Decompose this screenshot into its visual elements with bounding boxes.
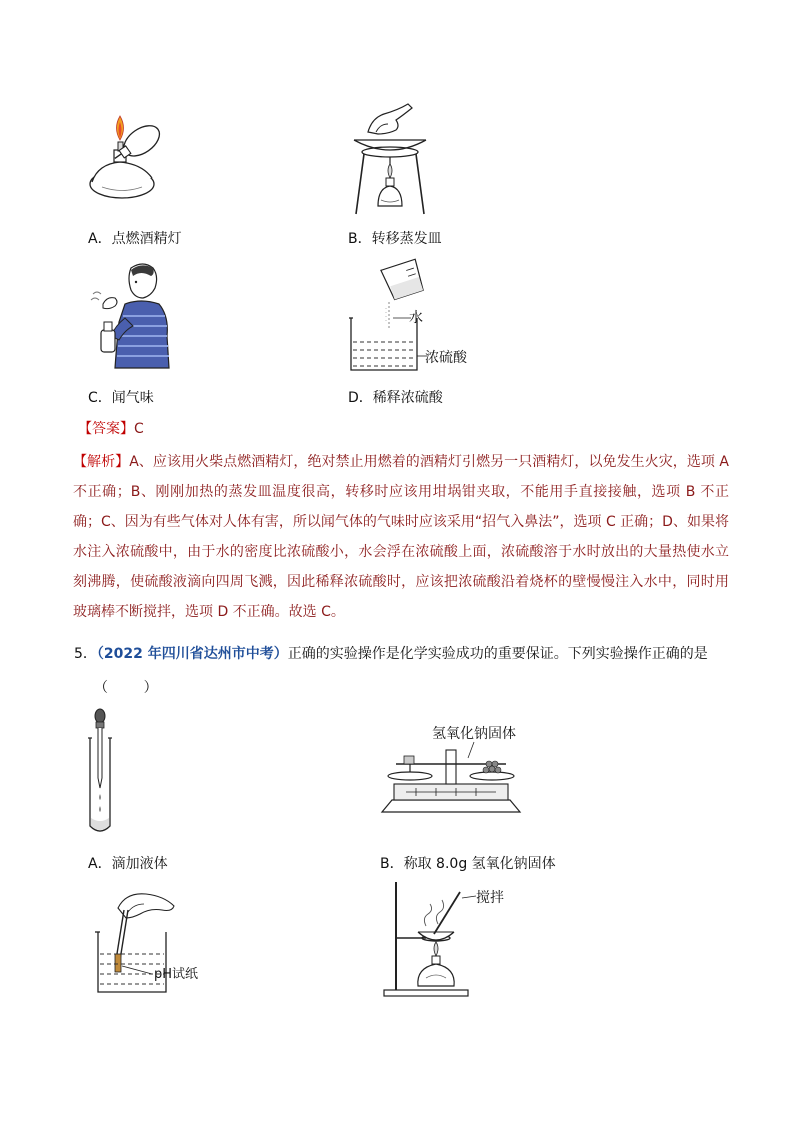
- figure-dilute-sulfuric-acid: [345, 258, 475, 378]
- figure-transfer-evaporating-dish: [350, 102, 430, 217]
- figure-light-alcohol-lamp: [80, 112, 180, 207]
- analysis-paragraph: [73, 447, 729, 627]
- label-stir: 搅拌: [476, 890, 504, 906]
- option-q5-b: B．称取 8.0g 氢氧化钠固体: [380, 856, 556, 872]
- answer-parentheses: （ ）: [94, 680, 158, 696]
- question-text: 正确的实验操作是化学实验成功的重要保证。下列实验操作正确的是: [287, 646, 708, 662]
- question-5-stem: [74, 639, 730, 669]
- analysis-text: A、应该用火柴点燃酒精灯，绝对禁止用燃着的酒精灯引燃另一只酒精灯，以免发生火灾，选项 A 不正确；B、刚刚加热的蒸发皿温度很高，转移时应该用坩埚钳夹取，不能用手直接接触，选项 B 不正确；C、因为有些气体对人体有害，所以闻气体的气味时应该采用“招气入鼻法”，选项 C 正确；D、如果将水注入浓硫酸中，由于水的密度比浓硫酸小，水会浮在浓硫酸上面，浓硫酸溶于水时放出的大量热使水立刻沸腾，使硫酸液滴向四周飞溅，因此稀释浓硫酸时，应该把浓硫酸沿着烧杯的壁慢慢注入水中，同时用玻璃棒不断搅拌，选项 D 不正确。故选 C。: [73, 454, 730, 620]
- figure-smell-gas: [85, 260, 185, 370]
- option-q4-c: C．闻气味: [88, 390, 154, 406]
- figure-drop-liquid: [82, 708, 118, 838]
- label-acid: 浓硫酸: [425, 350, 467, 366]
- option-q4-d: D．稀释浓硫酸: [348, 390, 443, 406]
- figure-ph-paper: [88, 888, 218, 1000]
- answer-line: [78, 418, 144, 438]
- analysis-tag: 【解析】: [73, 454, 130, 470]
- figure-evaporation-stirring: [380, 876, 520, 1000]
- answer-value: C: [134, 421, 144, 437]
- label-naoh: 氢氧化钠固体: [432, 726, 516, 742]
- answer-tag: 【答案】: [78, 421, 134, 437]
- label-ph-paper: pH试纸: [154, 967, 199, 982]
- figure-weigh-naoh: [376, 722, 526, 822]
- question-source: （2022 年四川省达州市中考）: [96, 646, 288, 662]
- option-q4-b: B．转移蒸发皿: [348, 231, 442, 247]
- question-number: 5．: [74, 646, 97, 662]
- option-q4-a: A．点燃酒精灯: [88, 231, 182, 247]
- label-water: 水: [409, 310, 423, 326]
- option-q5-a: A．滴加液体: [88, 856, 168, 872]
